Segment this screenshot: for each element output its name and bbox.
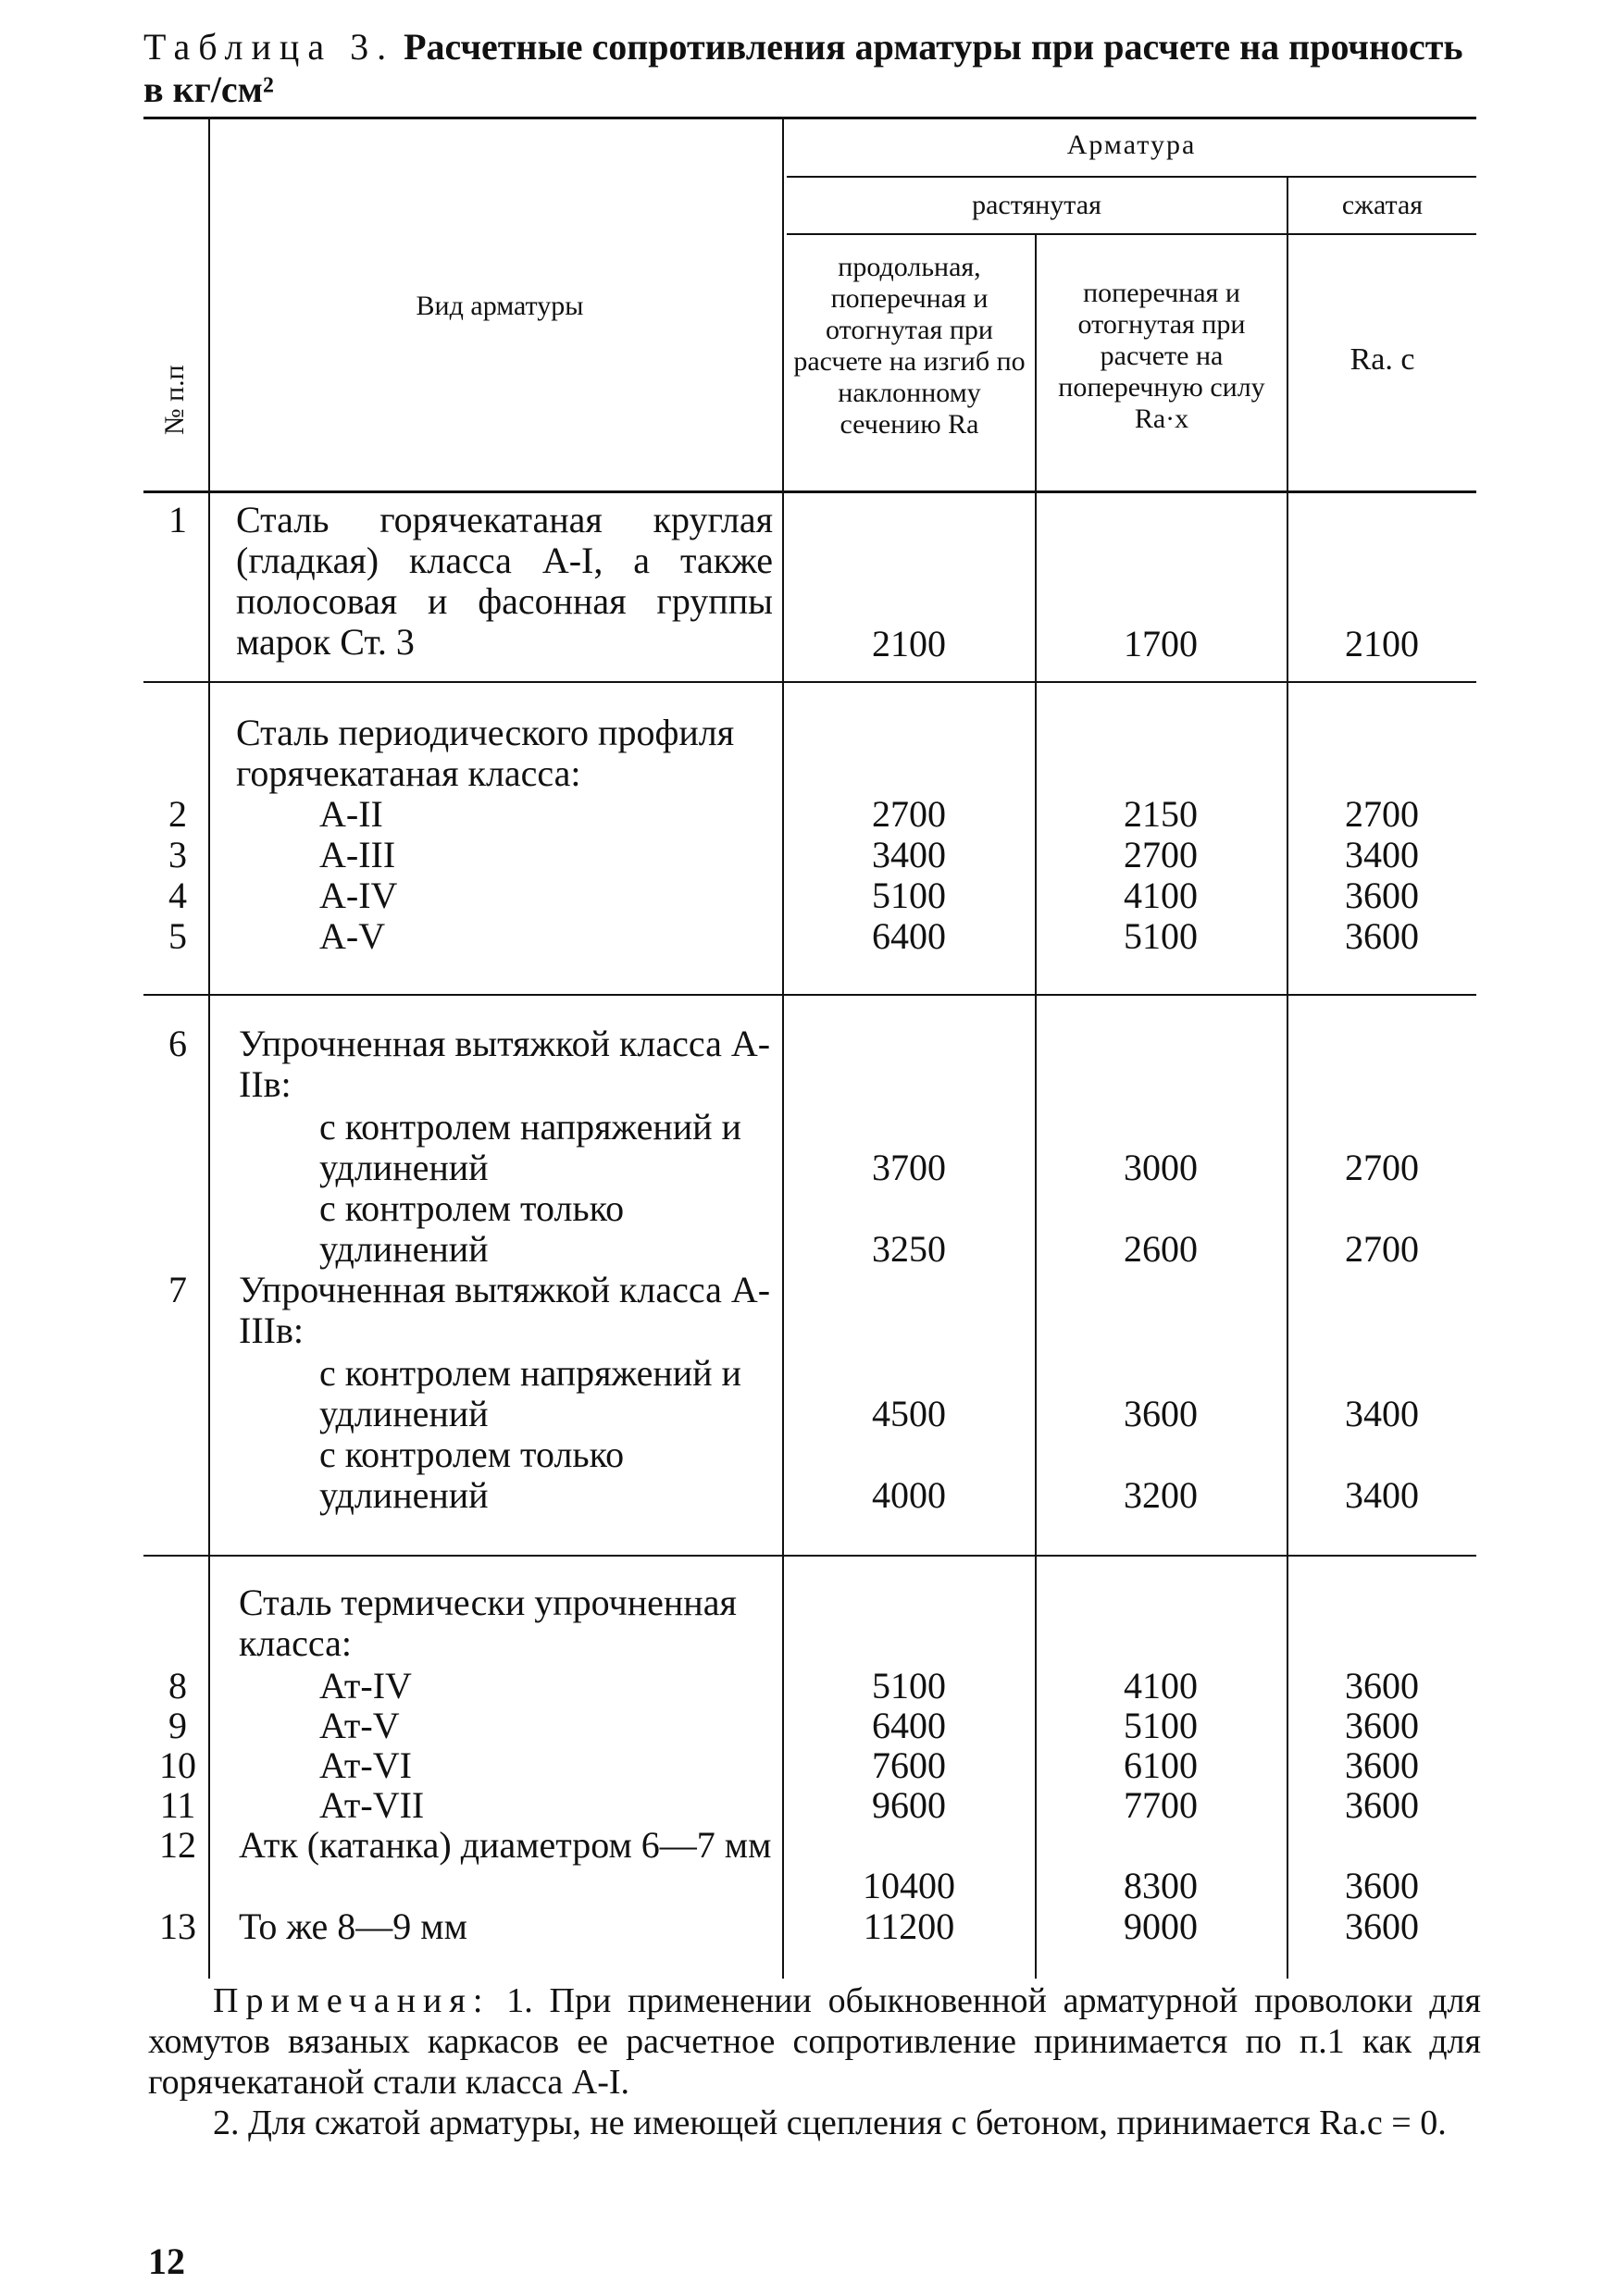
value-a: 6400 bbox=[872, 915, 946, 957]
row-text: А-III bbox=[319, 834, 396, 875]
header-num: № п.п bbox=[159, 365, 190, 435]
row-num: 13 bbox=[159, 1905, 196, 1947]
row-num: 3 bbox=[168, 834, 187, 875]
value-a: 2100 bbox=[872, 623, 946, 664]
header-stretched: растянутая bbox=[972, 190, 1101, 220]
value-c: 3600 bbox=[1345, 1905, 1419, 1947]
row-text: Упрочненная вытяжкой класса А-IIIв: bbox=[239, 1269, 771, 1351]
col-rule-1 bbox=[208, 118, 210, 1979]
rule-after-row7 bbox=[143, 1555, 1476, 1557]
rule-after-row1 bbox=[143, 681, 1476, 683]
value-b: 2600 bbox=[1124, 1228, 1198, 1270]
row-text: Ат-V bbox=[319, 1705, 400, 1746]
header-type: Вид арматуры bbox=[416, 291, 584, 321]
value-b: 9000 bbox=[1124, 1905, 1198, 1947]
value-c: 2700 bbox=[1345, 1147, 1419, 1188]
table-top-rule bbox=[143, 117, 1476, 119]
value-c: 3400 bbox=[1345, 834, 1419, 875]
value-a: 10400 bbox=[863, 1865, 955, 1906]
row-num: 7 bbox=[168, 1269, 187, 1310]
rule-after-row5 bbox=[143, 994, 1476, 996]
value-c: 3400 bbox=[1345, 1474, 1419, 1516]
header-sub-rule bbox=[787, 233, 1476, 235]
row-text: Ат-IV bbox=[319, 1665, 412, 1706]
row-num: 12 bbox=[159, 1824, 196, 1866]
value-a: 3700 bbox=[872, 1147, 946, 1188]
col-rule-3 bbox=[1035, 233, 1037, 1979]
note-1 bbox=[148, 1980, 1481, 2103]
row-text: Атк (катанка) диаметром 6—7 мм bbox=[239, 1824, 772, 1866]
row-num: 9 bbox=[168, 1705, 187, 1746]
header-bottom-rule bbox=[143, 490, 1476, 493]
header-col-b: поперечная и отогнутая при расчете на поперечную силу Rа·х bbox=[1058, 278, 1265, 434]
value-a: 9600 bbox=[872, 1784, 946, 1826]
value-a: 2700 bbox=[872, 793, 946, 835]
header-compressed: сжатая bbox=[1341, 190, 1424, 220]
value-b: 7700 bbox=[1124, 1784, 1198, 1826]
value-c: 3600 bbox=[1345, 1865, 1419, 1906]
value-a: 5100 bbox=[872, 1665, 946, 1706]
value-c: 2700 bbox=[1345, 1228, 1419, 1270]
value-a: 4000 bbox=[872, 1474, 946, 1516]
note-2: 2. Для сжатой арматуры, не имеющей сцепления с бетоном, принимается Rа.с = 0. bbox=[213, 2104, 1447, 2142]
col-rule-4 bbox=[1287, 176, 1288, 1979]
row-num: 8 bbox=[168, 1665, 187, 1706]
row-num: 11 bbox=[159, 1784, 196, 1826]
value-b: 5100 bbox=[1124, 915, 1198, 957]
value-b: 4100 bbox=[1124, 875, 1198, 916]
value-c: 3600 bbox=[1345, 1705, 1419, 1746]
row-num: 5 bbox=[168, 915, 187, 957]
value-b: 2700 bbox=[1124, 834, 1198, 875]
row-text: с контролем напряжений и удлинений bbox=[319, 1106, 741, 1188]
row-text: с контролем только удлинений bbox=[319, 1433, 625, 1516]
value-a: 5100 bbox=[872, 875, 946, 916]
row-num: 4 bbox=[168, 875, 187, 916]
row-num: 2 bbox=[168, 793, 187, 835]
row-text: Упрочненная вытяжкой класса А-IIв: bbox=[239, 1023, 771, 1105]
row-text: Ат-VI bbox=[319, 1744, 412, 1786]
value-a: 3250 bbox=[872, 1228, 946, 1270]
header-group-rule bbox=[787, 176, 1476, 178]
row-num: 1 bbox=[168, 499, 187, 540]
row-text: Сталь горячекатаная круглая (гладкая) класса А-I, а также полосовая и фасонная группы марок Ст. 3 bbox=[236, 499, 773, 663]
value-c: 3600 bbox=[1345, 1744, 1419, 1786]
value-c: 2700 bbox=[1345, 793, 1419, 835]
value-c: 3600 bbox=[1345, 875, 1419, 916]
value-b: 3200 bbox=[1124, 1474, 1198, 1516]
value-b: 2150 bbox=[1124, 793, 1198, 835]
value-a: 11200 bbox=[863, 1905, 955, 1947]
header-group: Арматура bbox=[1066, 130, 1197, 160]
value-b: 1700 bbox=[1124, 623, 1198, 664]
value-c: 3600 bbox=[1345, 1665, 1419, 1706]
notes bbox=[148, 1980, 1481, 2143]
row-text: с контролем напряжений и удлинений bbox=[319, 1352, 741, 1434]
col-rule-2 bbox=[782, 118, 784, 1979]
value-b: 4100 bbox=[1124, 1665, 1198, 1706]
row-text: А-V bbox=[319, 915, 386, 957]
caption-prefix: Таблица 3. bbox=[143, 26, 395, 68]
value-b: 3000 bbox=[1124, 1147, 1198, 1188]
row-text: с контролем только удлинений bbox=[319, 1187, 625, 1270]
row-num: 10 bbox=[159, 1744, 196, 1786]
header-col-c: Rа. с bbox=[1350, 342, 1415, 377]
header-col-a: продольная, поперечная и отогнутая при расчете на изгиб по наклонному сечению Rа bbox=[793, 252, 1026, 440]
value-b: 3600 bbox=[1124, 1393, 1198, 1434]
value-c: 3600 bbox=[1345, 915, 1419, 957]
value-a: 6400 bbox=[872, 1705, 946, 1746]
value-a: 4500 bbox=[872, 1393, 946, 1434]
value-c: 3600 bbox=[1345, 1784, 1419, 1826]
row-text: Ат-VII bbox=[319, 1784, 425, 1826]
value-a: 7600 bbox=[872, 1744, 946, 1786]
table-caption bbox=[143, 26, 1476, 111]
value-b: 5100 bbox=[1124, 1705, 1198, 1746]
value-a: 3400 bbox=[872, 834, 946, 875]
row-text: А-II bbox=[319, 793, 383, 835]
group-text: Сталь периодического профиля горячекатаная класса: bbox=[236, 712, 735, 794]
note-1-text: 1. При применении обыкновенной арматурной проволоки для хомутов вязаных каркасов ее расчетное сопротивление принимается по п.1 как для горячекатаной стали класса А-I. bbox=[148, 1981, 1482, 2102]
caption-title: Расчетные сопротивления арматуры при расчете на прочность в кг/см² bbox=[143, 26, 1463, 110]
row-text: То же 8—9 мм bbox=[239, 1905, 467, 1947]
group-text: Сталь термически упрочненная класса: bbox=[239, 1582, 737, 1664]
row-num: 6 bbox=[168, 1023, 187, 1064]
row-text: А-IV bbox=[319, 875, 398, 916]
value-c: 3400 bbox=[1345, 1393, 1419, 1434]
value-c: 2100 bbox=[1345, 623, 1419, 664]
value-b: 6100 bbox=[1124, 1744, 1198, 1786]
value-b: 8300 bbox=[1124, 1865, 1198, 1906]
page-number: 12 bbox=[148, 2240, 185, 2282]
notes-label: Примечания: bbox=[213, 1981, 491, 2020]
